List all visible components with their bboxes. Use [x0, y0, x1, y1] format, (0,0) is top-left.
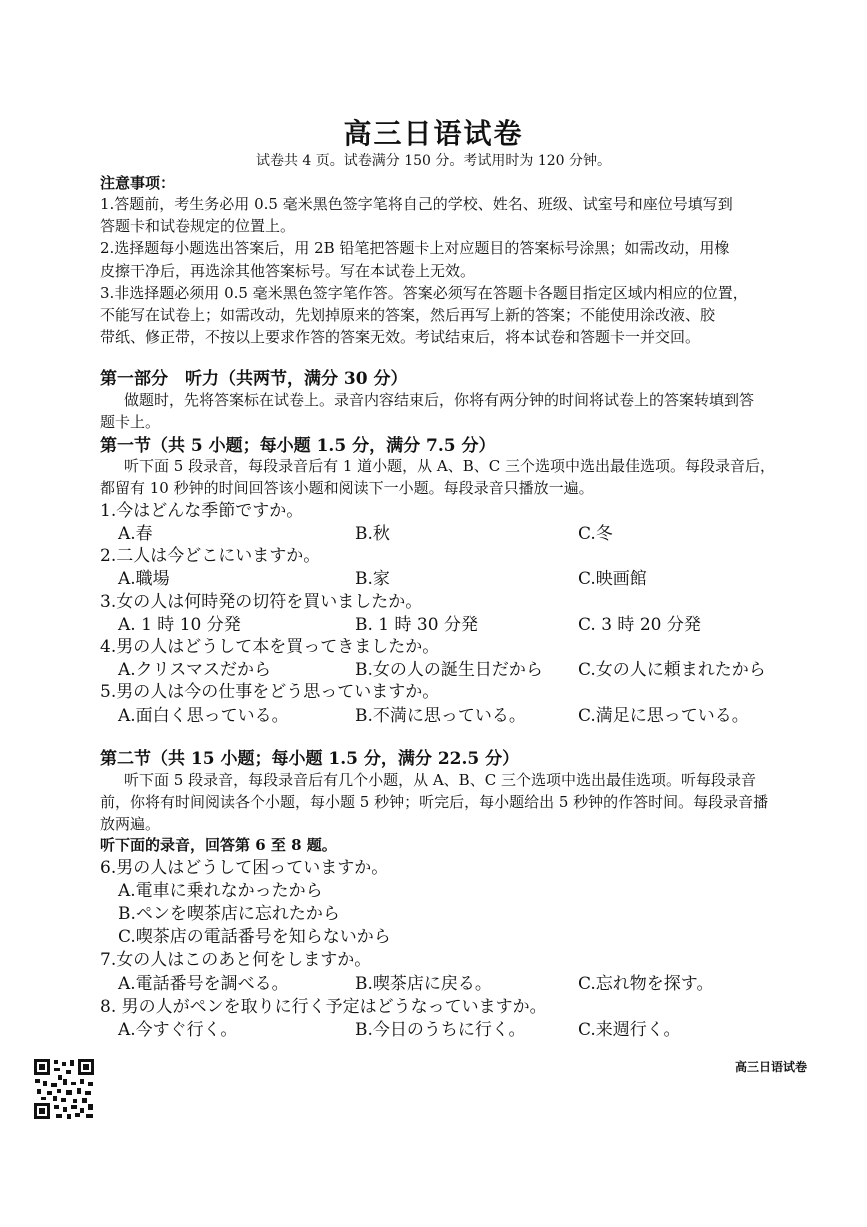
option-b: B.女の人の誕生日だから [355, 660, 543, 680]
part1-heading: 第一部分 听力（共两节，满分 30 分） [100, 369, 408, 389]
exam-info: 试卷共 4 页。试卷满分 150 分。考试用时为 120 分钟。 [255, 153, 612, 169]
option-b: B.家 [355, 569, 390, 589]
option-a: A.面白く思っている。 [118, 706, 289, 726]
section2-intro: 前，你将有时间阅读各个小题，每小题 5 秒钟；听完后，每小题给出 5 秒钟的作答时间。每段录音播 [100, 793, 769, 811]
option-a: A. 1 時 10 分発 [118, 615, 241, 635]
notice-line: 不能写在试卷上；如需改动，先划掉原来的答案，然后再写上新的答案；不能使用涂改液、胶 [100, 306, 716, 324]
option-a: A.電車に乗れなかったから [118, 881, 323, 901]
option-b: B.ペンを喫茶店に忘れたから [118, 904, 340, 924]
question-1: 1.今はどんな季節ですか。 [100, 501, 304, 521]
question-5: 5.男の人は今の仕事をどう思っていますか。 [100, 682, 440, 702]
question-3: 3.女の人は何時発の切符を買いましたか。 [100, 592, 423, 612]
part1-intro: 做题时，先将答案标在试卷上。录音内容结束后，你将有两分钟的时间将试卷上的答案转填到答 [124, 391, 755, 409]
section1-heading: 第一节（共 5 小题；每小题 1.5 分，满分 7.5 分） [100, 436, 496, 456]
option-a: A.電話番号を調べる。 [118, 974, 289, 994]
option-c: C. 3 時 20 分発 [578, 615, 701, 635]
part1-intro: 题卡上。 [100, 413, 161, 431]
option-c: C.冬 [578, 524, 613, 544]
question-6: 6.男の人はどうして困っていますか。 [100, 858, 389, 878]
option-c: C.女の人に頼まれたから [578, 660, 766, 680]
option-c: C.来週行く。 [578, 1020, 681, 1040]
question-4: 4.男の人はどうして本を買ってきましたか。 [100, 637, 440, 657]
section1-intro: 听下面 5 段录音，每段录音后有 1 道小题，从 A、B、C 三个选项中选出最佳选项。每段录音后， [124, 457, 776, 475]
option-c: C.満足に思っている。 [578, 706, 749, 726]
option-c: C.喫茶店の電話番号を知らないから [118, 927, 391, 947]
option-b: B. 1 時 30 分発 [355, 615, 478, 635]
question-7: 7.女の人はこのあと何をしますか。 [100, 950, 372, 970]
option-b: B.喫茶店に戻る。 [355, 974, 492, 994]
notice-line: 答题卡和试卷规定的位置上。 [100, 217, 296, 235]
section2-heading: 第二节（共 15 小题；每小题 1.5 分，满分 22.5 分） [100, 749, 520, 769]
option-a: A.職場 [118, 569, 170, 589]
section2-intro: 听下面 5 段录音，每段录音后有几个小题，从 A、B、C 三个选项中选出最佳选项。听每段录音 [124, 771, 756, 789]
notice-line: 皮擦干净后，再选涂其他答案标号。写在本试卷上无效。 [100, 262, 476, 280]
notice-line: 3.非选择题必须用 0.5 毫米黑色签字笔作答。答案必须写在答题卡各题目指定区域内相应的位置， [100, 284, 748, 302]
footer-label: 高三日语试卷 [735, 1060, 808, 1074]
notice-line: 带纸、修正带，不按以上要求作答的答案无效。考试结束后，将本试卷和答题卡一并交回。 [100, 328, 701, 346]
notice-heading: 注意事项： [100, 174, 176, 192]
question-8: 8. 男の人がペンを取りに行く予定はどうなっていますか。 [100, 997, 547, 1017]
notice-line: 1.答题前，考生务必用 0.5 毫米黑色签字笔将自己的学校、姓名、班级、试室号和座位号填写到 [100, 195, 733, 213]
option-a: A.今すぐ行く。 [118, 1020, 238, 1040]
option-c: C.忘れ物を探す。 [578, 974, 714, 994]
notice-line: 2.选择题每小题选出答案后，用 2B 铅笔把答题卡上对应题目的答案标号涂黑；如需改动，用橡 [100, 239, 730, 257]
section2-intro: 放两遍。 [100, 815, 161, 833]
question-2: 2.二人は今どこにいますか。 [100, 546, 321, 566]
option-c: C.映画館 [578, 569, 647, 589]
page-title: 高三日语试卷 [343, 117, 524, 150]
section1-intro: 都留有 10 秒钟的时间回答该小题和阅读下一小题。每段录音只播放一遍。 [100, 479, 594, 497]
group-heading: 听下面的录音，回答第 6 至 8 题。 [100, 836, 337, 854]
qr-code-icon [33, 1058, 95, 1120]
option-b: B.不満に思っている。 [355, 706, 526, 726]
option-a: A.春 [118, 524, 153, 544]
option-b: B.今日のうちに行く。 [355, 1020, 526, 1040]
option-b: B.秋 [355, 524, 390, 544]
option-a: A.クリスマスだから [118, 660, 272, 680]
